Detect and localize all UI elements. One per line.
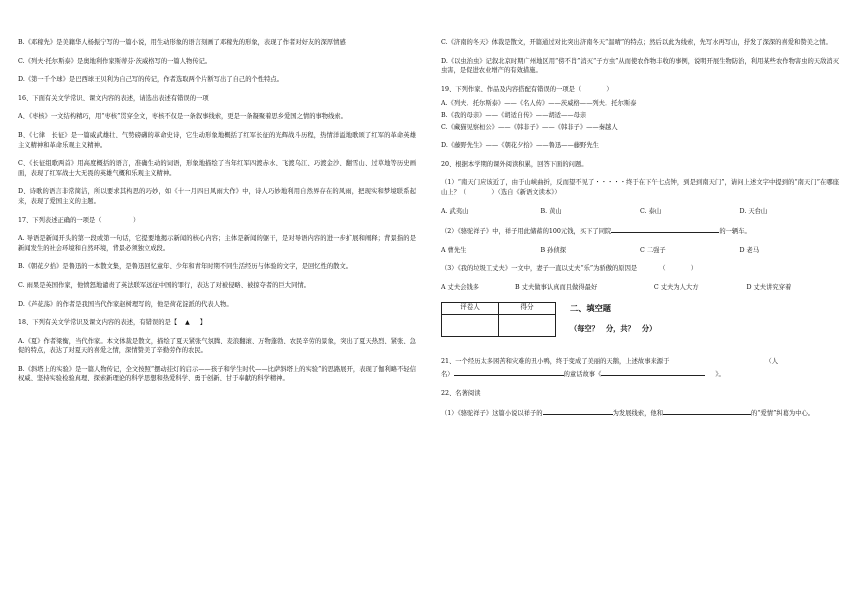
score-table-grader-label: 评卷人 xyxy=(442,302,499,314)
q15-option-b: B.《邓稼先》是美籍华人杨振宁写的一篇小说，用生动形象的语言刻画了邓稼先的形象，表现了作者对好友的深厚情感 xyxy=(18,39,346,46)
q18-option-a: A.《夏》作者梁衡，当代作家。本文体裁是散文，描绘了夏天紧张气氛腾、麦浪翻滚、万物蓬勃、农民辛劳的景象，突出了夏天热烈、紧张、急促的特点，表达了对夏天的喜爱之情，深情赞美了辛勤劳作的农民。 xyxy=(18,337,416,355)
q19-option-d: D.《藤野先生》——《朝花夕拾》——鲁迅——藤野先生 xyxy=(441,142,599,150)
q19-option-c: C.《藏猫见察桓公》——《韩非子》——《韩非子》——秦越人 xyxy=(441,123,618,131)
q17-stem: 17、下列表述正确的一项是（ ） xyxy=(18,216,140,224)
q17-option-d: D.《芦花荡》的作者是我国当代作家赵树理写的，他是荷花淀派的代表人物。 xyxy=(18,300,233,308)
q20-p3-option-c: C 丈夫为人大方 xyxy=(653,283,699,291)
section-two-title: 二、填空题 xyxy=(570,302,611,313)
q20-p1-option-c: C. 泰山 xyxy=(640,207,662,215)
section-two-header xyxy=(441,302,839,337)
score-table-score-label: 得分 xyxy=(499,302,556,314)
q20-p2-option-d: D 老马 xyxy=(739,246,760,254)
q21-text: 21、一个经历太多困苦和灾难的丑小鸭，终于变成了美丽的天鹅，上述故事来源于 xyxy=(441,357,670,365)
q21-story-blank[interactable] xyxy=(601,368,705,376)
q15-option-d: D.《第一千个球》是巴西球王贝利为自己写的传记，作者选取两个片断写出了自己的个性特点。 xyxy=(18,76,283,84)
q15-option-c: C.《列夫·托尔斯泰》是奥地利作家斯蒂芬·茨威格写的一篇人物传记。 xyxy=(18,57,212,65)
left-column xyxy=(18,38,416,393)
q22-p1-prefix: （1）《骆驼祥子》这篇小说以祥子的 xyxy=(441,410,543,418)
q20-p2-option-b: B 孙侦探 xyxy=(540,246,567,254)
q18-option-d: D.《以虫治虫》记叙北京时期广州地区用“傍不肖”消灭“子方虫”从而使农作物丰收的事例，说明开展生物防治，利用某些农作物害虫的天敌消灭虫害，是促进农业增产的有效措施。 xyxy=(441,57,839,75)
q22-title: 22、名著阅读 xyxy=(441,389,481,397)
q22-p1-blank-2[interactable] xyxy=(663,407,751,415)
q20-p2-option-a: A 曹先生 xyxy=(441,246,467,254)
q20-part2 xyxy=(441,225,839,237)
q17-option-b: B.《朝花夕拾》是鲁迅的一本散文集，是鲁迅回忆童年、少年和青年时期不同生活经历与体验的文字，是回忆性的散文。 xyxy=(18,263,353,271)
q21-line2-prefix: 名） xyxy=(441,371,454,379)
q20-p2-suffix: 的一辆车。 xyxy=(719,228,751,236)
q20-p3-option-b: B 丈夫做事认真而且做得最好 xyxy=(515,283,598,291)
q21-line2-end: 》。 xyxy=(715,371,725,379)
q22-p1-middle: 为发展线索，他和 xyxy=(612,410,663,418)
q16-option-a: A、《枣核》一文结构精巧，用“枣核”贯穿全文，枣核不仅是一条叙事线索，更是一条凝聚着思乡爱国之情的事物线索。 xyxy=(18,113,347,121)
q16-option-c: C、《长征组歌两首》用高度概括的语言，准确生动的词语，形象地描绘了当年红军四渡赤水、飞渡乌江、巧渡金沙、翻雪山、过草地等历史画面，表现了红军战士大无畏的英雄气概和乐观主义精神。 xyxy=(18,160,416,177)
q19-option-a: A.《列夫．托尔斯泰》——《名人传》——茨威格——列夫．托尔斯泰 xyxy=(441,100,637,108)
q18-stem-text: 18、下列有关文学常识及课文内容的表述，有错误的是【 xyxy=(18,319,178,327)
q19-option-b: B.《我的母亲》——《胡适自传》——胡适——母亲 xyxy=(441,111,587,119)
q16-stem: 16、下面有关文学常识、课文内容的表述，请选出表述有错误的一项 xyxy=(18,94,209,102)
q22-part1 xyxy=(441,407,839,419)
q20-part3-options xyxy=(441,283,839,293)
score-table-score-cell[interactable] xyxy=(499,314,556,336)
q19-stem: 19、下列作家、作品及内容搭配有错误的一项是（ ） xyxy=(441,85,613,93)
section-two-subtitle: （每空？ 分，共？ 分） xyxy=(570,323,657,333)
q16-option-d: D、诗歌的语言非常简洁，所以要求其构思的巧妙，如《十一月四日风雨大作》中，诗人巧妙地利用自然界存在的风雨，把现实和梦境联系起来，表现了爱国主义的主题。 xyxy=(18,188,416,205)
q21-paren-left: （人 xyxy=(765,357,778,365)
q20-part1: （1）“南天门应该近了，由于山峡曲折，反而望不见了・・・・・终于在下午七点钟，到是到南天门”，请问上述文字中提到的“南天门”在哪座山上？（ ）（选自《新语文读本》） xyxy=(441,179,839,196)
q20-p3-option-a: A 丈夫会钱多 xyxy=(441,283,480,291)
q20-p1-option-b: B. 黄山 xyxy=(540,207,562,215)
q20-part3: （3）《我的垃圾工丈夫》一文中，妻子一直以丈夫“乐”为骄傲的原因是 （ ） xyxy=(441,265,698,273)
q20-part2-options xyxy=(441,246,839,256)
q22-p1-blank-1[interactable] xyxy=(543,407,613,415)
q18-stem xyxy=(18,318,416,328)
q20-stem: 20、根据本学期的课外阅读积累，回答下面的问题。 xyxy=(441,160,588,168)
q20-p1-option-a: A. 武夷山 xyxy=(441,207,469,215)
q16-option-b: B、《七律 长征》是一篇威武雄壮、气势磅礴的革命史诗，它生动形象地概括了红军长征的光辉战斗历程，热情洋溢地歌颂了红军的革命英雄主义精神和革命乐观主义精神。 xyxy=(18,131,416,149)
q21-line2 xyxy=(441,368,839,380)
q18-option-c: C.《济南的冬天》体裁是散文，开篇通过对比突出济南冬天“温晴”的特点；然后以此为线索，先写水再写山，抒发了深深的喜爱和赞美之情。 xyxy=(441,39,832,46)
q20-p2-option-c: C 二强子 xyxy=(640,246,666,254)
q20-p2-prefix: （2）《骆驼祥子》中，祥子用此储蓄的100元钱，买下了同院 xyxy=(441,228,612,236)
q22-p1-suffix: 的“爱情”纠葛为中心。 xyxy=(750,410,815,418)
q20-p2-blank[interactable] xyxy=(611,225,719,233)
section-two-title-block xyxy=(570,302,656,334)
q20-p1-option-d: D. 天台山 xyxy=(739,207,768,215)
q21-author-blank[interactable] xyxy=(454,368,564,376)
q18-triangle-mark: ▲ xyxy=(185,319,190,327)
right-column xyxy=(441,38,839,428)
score-table xyxy=(441,302,556,337)
q17-option-c: C. 雨果是英国作家，他愤怒地谴责了英法联军远征中国的罪行，表达了对被侵略、被掠夺者的巨大同情。 xyxy=(18,281,310,289)
q18-stem-end: 】 xyxy=(199,319,207,327)
score-table-grader-cell[interactable] xyxy=(442,314,499,336)
q20-p3-option-d: D 丈夫讲究穿着 xyxy=(746,283,792,291)
q21-line2-middle: 的童话故事《 xyxy=(563,371,602,379)
q21-line1 xyxy=(441,357,839,367)
q20-part1-options xyxy=(441,207,839,217)
q18-option-b: B.《斜塔上的实验》是一篇人物传记，全文按照“摆动挂灯的启示——孩子和学生时代——比萨斜塔上的实验”的思路展开，表现了伽利略不轻信权威、坚持实验检验真理、探索新理论的科学思想和热爱科学、勇于创新、甘于奉献的科学精神。 xyxy=(18,365,416,383)
q17-option-a: A. 导语是新闻开头的第一段或第一句话，它提要地揭示新闻的核心内容；主体是新闻的躯干，是对导语内容的进一步扩展和阐释；背景指的是新闻发生的社会环境和自然环境，背景必须独立成段。 xyxy=(18,235,416,252)
